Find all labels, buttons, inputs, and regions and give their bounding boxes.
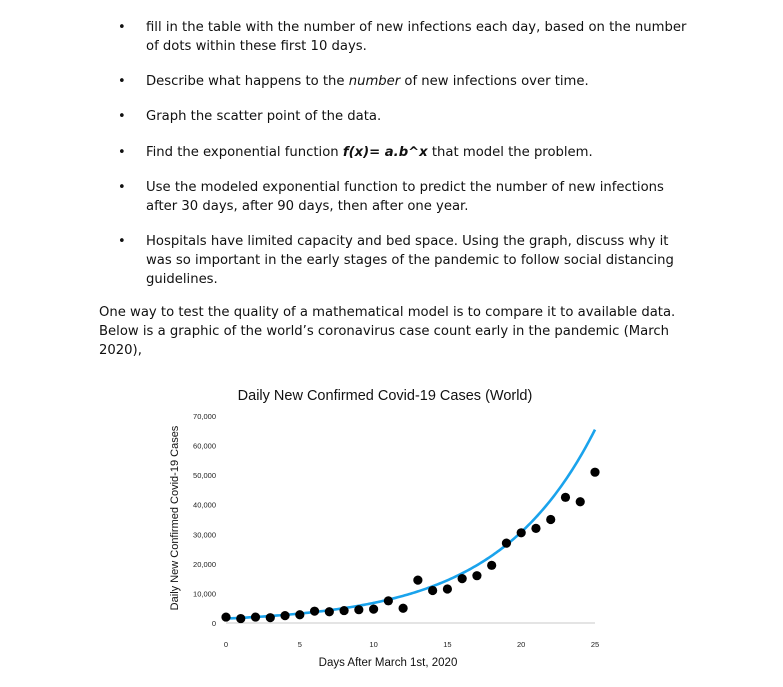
bullet-icon: • <box>118 180 126 195</box>
data-point <box>280 611 289 620</box>
data-point <box>561 493 570 502</box>
data-point <box>354 605 363 614</box>
data-point <box>502 539 511 548</box>
data-point <box>443 584 452 593</box>
list-item-text-pre: Find the exponential function <box>146 145 343 160</box>
data-point <box>339 606 348 615</box>
list-item-text: fill in the table with the number of new infections each day, based on the number of dots within these first 10 days. <box>146 20 687 54</box>
y-tick-label: 70,000 <box>193 412 216 421</box>
data-point <box>266 613 275 622</box>
y-tick-label: 60,000 <box>193 441 216 451</box>
bullet-icon: • <box>118 234 126 249</box>
y-tick-label: 0 <box>211 619 216 628</box>
data-point <box>399 604 408 613</box>
data-point <box>310 607 319 616</box>
bullet-icon: • <box>118 145 126 160</box>
list-item <box>118 232 698 289</box>
y-axis-label: Daily New Confirmed Covid-19 Cases <box>169 425 181 611</box>
x-tick-label: 25 <box>590 640 600 649</box>
x-tick-label: 20 <box>517 640 526 649</box>
data-point <box>384 596 393 605</box>
data-point <box>413 576 422 585</box>
list-item-text-post: that model the problem. <box>427 145 593 160</box>
data-point <box>546 515 555 524</box>
data-point <box>458 574 467 583</box>
data-point <box>590 468 599 477</box>
data-point <box>487 561 496 570</box>
x-axis-label: Days After March 1st, 2020 <box>318 657 458 669</box>
x-tick-label: 5 <box>297 640 302 649</box>
data-point <box>325 607 334 616</box>
y-tick-label: 30,000 <box>193 530 216 540</box>
intro-paragraph: One way to test the quality of a mathematical model is to compare it to available data. Below is a graphic of the world’s coronavirus case count early in the pandemic (March 2020), <box>99 305 676 358</box>
data-point <box>236 614 245 623</box>
list-item-emphasis: number <box>348 74 401 89</box>
data-point <box>428 586 437 595</box>
data-point <box>295 610 304 619</box>
chart-title: Daily New Confirmed Covid-19 Cases (World) <box>237 388 533 404</box>
list-item <box>118 178 698 216</box>
data-point <box>472 571 481 580</box>
data-point <box>369 605 378 614</box>
covid-cases-chart <box>140 378 620 678</box>
list-item-text-pre: Describe what happens to the <box>146 74 349 89</box>
bullet-icon: • <box>118 109 126 124</box>
data-point <box>517 528 526 537</box>
data-point <box>251 612 260 621</box>
x-tick-label: 15 <box>443 640 452 649</box>
y-tick-label: 10,000 <box>193 589 216 599</box>
list-item-text: Graph the scatter point of the data. <box>146 109 382 124</box>
list-item <box>118 107 381 126</box>
x-tick-label: 0 <box>223 640 229 649</box>
list-item-text-post: of new infections over time. <box>400 74 589 89</box>
data-point <box>576 497 585 506</box>
function-formula: f(x)= a.b^x <box>342 145 428 160</box>
list-item <box>118 72 589 91</box>
bullet-icon: • <box>118 20 126 35</box>
y-tick-label: 20,000 <box>193 559 216 569</box>
data-point <box>531 524 540 533</box>
list-item-text: Hospitals have limited capacity and bed space. Using the graph, discuss why it was so important in the early stages of the pandemic to follow social distancing guidelines. <box>146 234 674 287</box>
exponential-fit-curve <box>226 430 595 619</box>
y-tick-label: 50,000 <box>193 471 216 481</box>
y-tick-label: 40,000 <box>193 500 216 510</box>
bullet-icon: • <box>118 74 126 89</box>
data-point <box>221 612 230 621</box>
list-item-text: Use the modeled exponential function to predict the number of new infections after 30 days, after 90 days, then after one year. <box>146 180 664 214</box>
list-item <box>118 143 593 162</box>
list-item <box>118 18 698 56</box>
x-tick-label: 10 <box>369 640 378 649</box>
